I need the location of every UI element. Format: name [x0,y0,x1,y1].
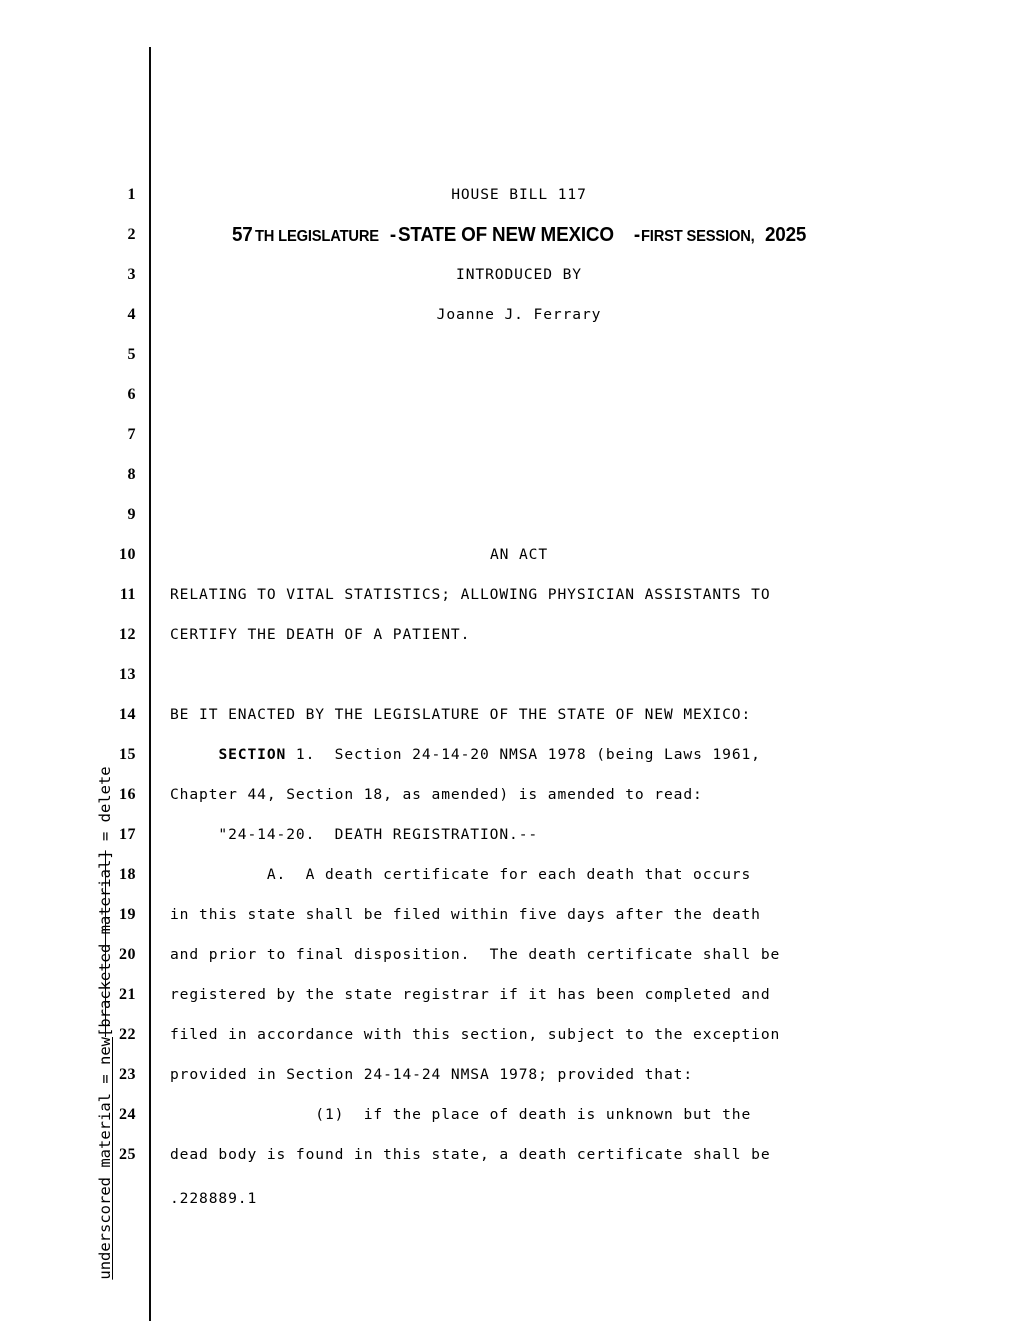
subtitle-dash-two: - [633,223,640,246]
line-number: 9 [127,506,136,523]
subtitle-legislature-number: 57 [232,223,253,246]
legislature-session-subtitle [170,215,900,255]
line-number: 1 [127,186,136,203]
subsection-a-line: and prior to final disposition. The death certificate shall be [170,946,781,963]
blank-line [170,335,900,375]
line-number: 7 [127,426,136,443]
line-number: 25 [119,1146,136,1163]
statute-heading: "24-14-20. DEATH REGISTRATION.-- [170,826,539,843]
line-number: 11 [119,586,136,603]
line-number: 16 [119,786,136,803]
line-number: 5 [127,346,136,363]
line-number: 19 [119,906,136,923]
line-number: 8 [127,466,136,483]
line-number: 15 [119,746,136,763]
introduced-by-label: INTRODUCED BY [456,266,582,283]
subsection-a-line: registered by the state registrar if it has been completed and [170,986,771,1003]
act-title-line: CERTIFY THE DEATH OF A PATIENT. [170,626,471,643]
blank-line [170,375,900,415]
section-label: SECTION [218,746,287,763]
subtitle-legislature-suffix: TH LEGISLATURE [254,228,379,245]
footer-draft-number: .228889.1 [170,1190,258,1207]
line-number: 21 [119,986,136,1003]
enacting-clause: BE IT ENACTED BY THE LEGISLATURE OF THE STATE OF NEW MEXICO: [170,706,752,723]
subtitle-dash-one: - [390,223,397,246]
section-1-continuation: Chapter 44, Section 18, as amended) is amended to read: [170,786,703,803]
legend-deleted-suffix: = delete [96,766,114,851]
line-number: 24 [119,1106,136,1123]
subsection-a-line: in this state shall be filed within five days after the death [170,906,761,923]
line-number-gutter [86,175,136,1175]
margin-rule-divider [149,47,151,1321]
subsection-a-line: filed in accordance with this section, subject to the exception [170,1026,781,1043]
legend-deleted-bracketed-text: [bracketed material] [96,850,114,1037]
subtitle-session: FIRST SESSION, [641,228,755,245]
line-number: 3 [127,266,136,283]
line-number: 13 [119,666,136,683]
line-number: 17 [119,826,136,843]
act-heading: AN ACT [489,546,549,563]
blank-line [170,415,900,455]
sponsor-name: Joanne J. Ferrary [436,306,602,323]
act-title-line: RELATING TO VITAL STATISTICS; ALLOWING PHYSICIAN ASSISTANTS TO [170,586,771,603]
line-number: 2 [127,226,136,243]
blank-line [170,655,900,695]
line-number: 6 [127,386,136,403]
section-1-text: 1. Section 24-14-20 NMSA 1978 (being Laws 1961, [286,746,761,763]
subtitle-state: STATE OF NEW MEXICO [398,223,614,246]
subtitle-year: 2025 [764,223,807,246]
blank-line [170,455,900,495]
legend-new-material: underscored material = new [96,1037,114,1280]
line-number: 4 [127,306,136,323]
line-number: 18 [119,866,136,883]
bill-text-body [170,175,900,1175]
line-number: 10 [119,546,136,563]
section-indent [170,746,218,763]
blank-line [170,495,900,535]
line-number: 12 [119,626,136,643]
subsection-a-line: provided in Section 24-14-24 NMSA 1978; provided that: [170,1066,694,1083]
line-number: 22 [119,1026,136,1043]
line-number: 20 [119,946,136,963]
section-1-line [170,735,900,775]
line-number: 14 [119,706,136,723]
line-number: 23 [119,1066,136,1083]
paragraph-1-line: (1) if the place of death is unknown but the [170,1106,752,1123]
bill-title: HOUSE BILL 117 [451,186,587,203]
subsection-a-line: A. A death certificate for each death that occurs [170,866,752,883]
paragraph-1-line: dead body is found in this state, a death certificate shall be [170,1146,771,1163]
